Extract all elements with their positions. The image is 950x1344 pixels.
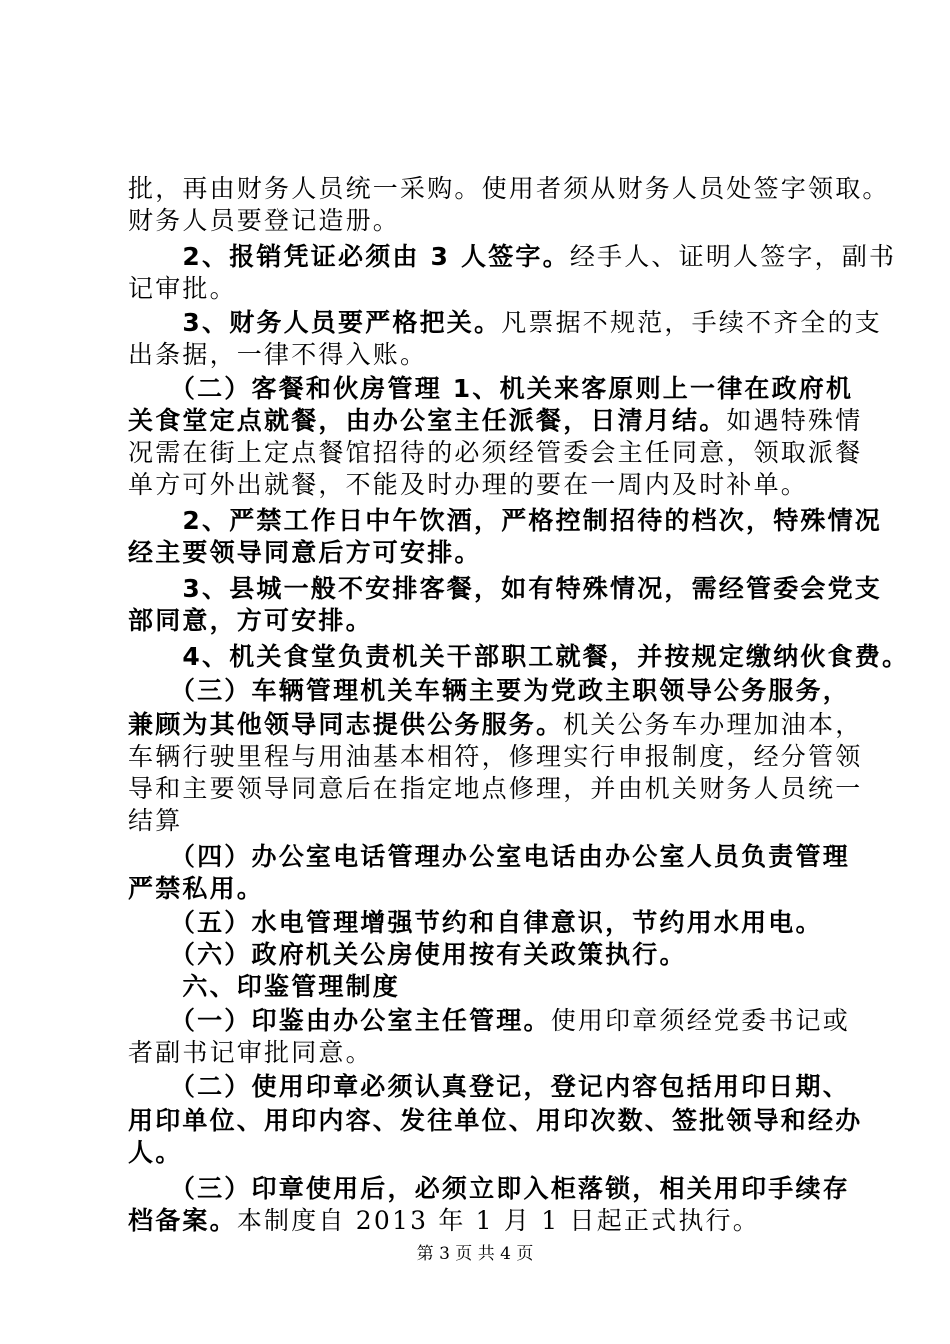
text-line [128, 1070, 850, 1103]
bold-text-segment: （六）政府机关公房使用按有关政策执行。 [128, 940, 687, 969]
text-line [128, 338, 427, 371]
text-line [128, 504, 882, 537]
text-segment: 财务人员要登记造册。 [128, 206, 401, 235]
bold-text-segment: 4、机关食堂负责机关干部职工就餐，并按规定缴纳伙食费。 [128, 642, 910, 671]
text-line [128, 536, 482, 569]
text-segment: 记审批。 [128, 274, 237, 303]
text-segment: 车辆行驶里程与用油基本相符，修理实行申报制度，经分管领 [128, 742, 863, 771]
text-line [128, 272, 237, 305]
text-segment: 者副书记审批同意。 [128, 1038, 373, 1067]
bold-text-segment: 兼顾为其他领导同志提供公务服务。 [128, 710, 564, 739]
text-line [128, 804, 182, 837]
bold-text-segment: （五）水电管理增强节约和自律意识，节约用水用电。 [128, 908, 823, 937]
bold-text-segment: 2、报销凭证必须由 3 人签字。 [128, 242, 570, 271]
bold-text-segment: 严禁私用。 [128, 874, 265, 903]
text-line [128, 468, 808, 501]
text-line [128, 872, 264, 905]
text-line [128, 640, 909, 673]
text-segment: 出条据，一律不得入账。 [128, 340, 428, 369]
text-segment: 凡票据不规范，手续不齐全的支 [501, 308, 883, 337]
text-line [128, 840, 850, 873]
text-line [128, 1104, 862, 1137]
text-line [128, 172, 890, 205]
text-line [128, 204, 400, 237]
bold-text-segment: 3、财务人员要严格把关。 [128, 308, 502, 337]
bold-text-segment: 3、县城一般不安排客餐，如有特殊情况，需经管委会党支 [128, 574, 882, 603]
text-line [128, 674, 850, 707]
bold-text-segment: 档备案。 [128, 1206, 237, 1235]
bold-text-segment: （三）车辆管理机关车辆主要为党政主职领导公务服务， [128, 676, 850, 705]
bold-text-segment: （一）印鉴由办公室主任管理。 [128, 1006, 551, 1035]
bold-text-segment: 人。 [128, 1138, 183, 1167]
bold-text-segment: 2、严禁工作日中午饮酒，严格控制招待的档次，特殊情况 [128, 506, 882, 535]
page-footer: 第 3 页 共 4 页 [416, 1244, 534, 1264]
text-line [128, 740, 862, 773]
text-line [128, 970, 400, 1003]
bold-text-segment: 关食堂定点就餐，由办公室主任派餐，日清月结。 [128, 406, 727, 435]
text-segment: 经手人、证明人签字，副书 [569, 242, 897, 271]
text-segment: 批，再由财务人员统一采购。使用者须从财务人员处签字领取。 [128, 174, 890, 203]
bold-text-segment: 部同意，方可安排。 [128, 606, 373, 635]
text-line [128, 1036, 373, 1069]
text-segment: 单方可外出就餐，不能及时办理的要在一周内及时补单。 [128, 470, 809, 499]
bold-text-segment: 六、印鉴管理制度 [128, 972, 401, 1001]
text-line [128, 240, 896, 273]
text-line [128, 404, 862, 437]
text-segment: 结算 [128, 806, 183, 835]
text-line [128, 1004, 850, 1037]
text-segment: 机关公务车办理加油本， [563, 710, 863, 739]
text-line [128, 1136, 182, 1169]
text-line [128, 572, 882, 605]
text-line [128, 1204, 760, 1237]
text-line [128, 1172, 850, 1205]
bold-text-segment: 经主要领导同意后方可安排。 [128, 538, 482, 567]
text-line [128, 906, 823, 939]
text-segment: 如遇特殊情 [726, 406, 863, 435]
bold-text-segment: （二）客餐和伙房管理 1、机关来客原则上一律在政府机 [128, 374, 854, 403]
text-segment: 况需在街上定点餐馆招待的必须经管委会主任同意，领取派餐 [128, 438, 863, 467]
bold-text-segment: 用印单位、用印内容、发往单位、用印次数、签批领导和经办 [128, 1106, 863, 1135]
text-line [128, 708, 862, 741]
text-line [128, 772, 862, 805]
text-line [128, 372, 853, 405]
bold-text-segment: （二）使用印章必须认真登记，登记内容包括用印日期、 [128, 1072, 850, 1101]
text-segment: 导和主要领导同意后在指定地点修理，并由机关财务人员统一 [128, 774, 863, 803]
text-line [128, 604, 373, 637]
bold-text-segment: （三）印章使用后，必须立即入柜落锁，相关用印手续存 [128, 1174, 850, 1203]
bold-text-segment: （四）办公室电话管理办公室电话由办公室人员负责管理 [128, 842, 850, 871]
text-line [128, 436, 862, 469]
text-segment: 本制度自 2013 年 1 月 1 日起正式执行。 [236, 1206, 760, 1235]
text-segment: 使用印章须经党委书记或 [550, 1006, 850, 1035]
text-line [128, 306, 882, 339]
text-line [128, 938, 687, 971]
